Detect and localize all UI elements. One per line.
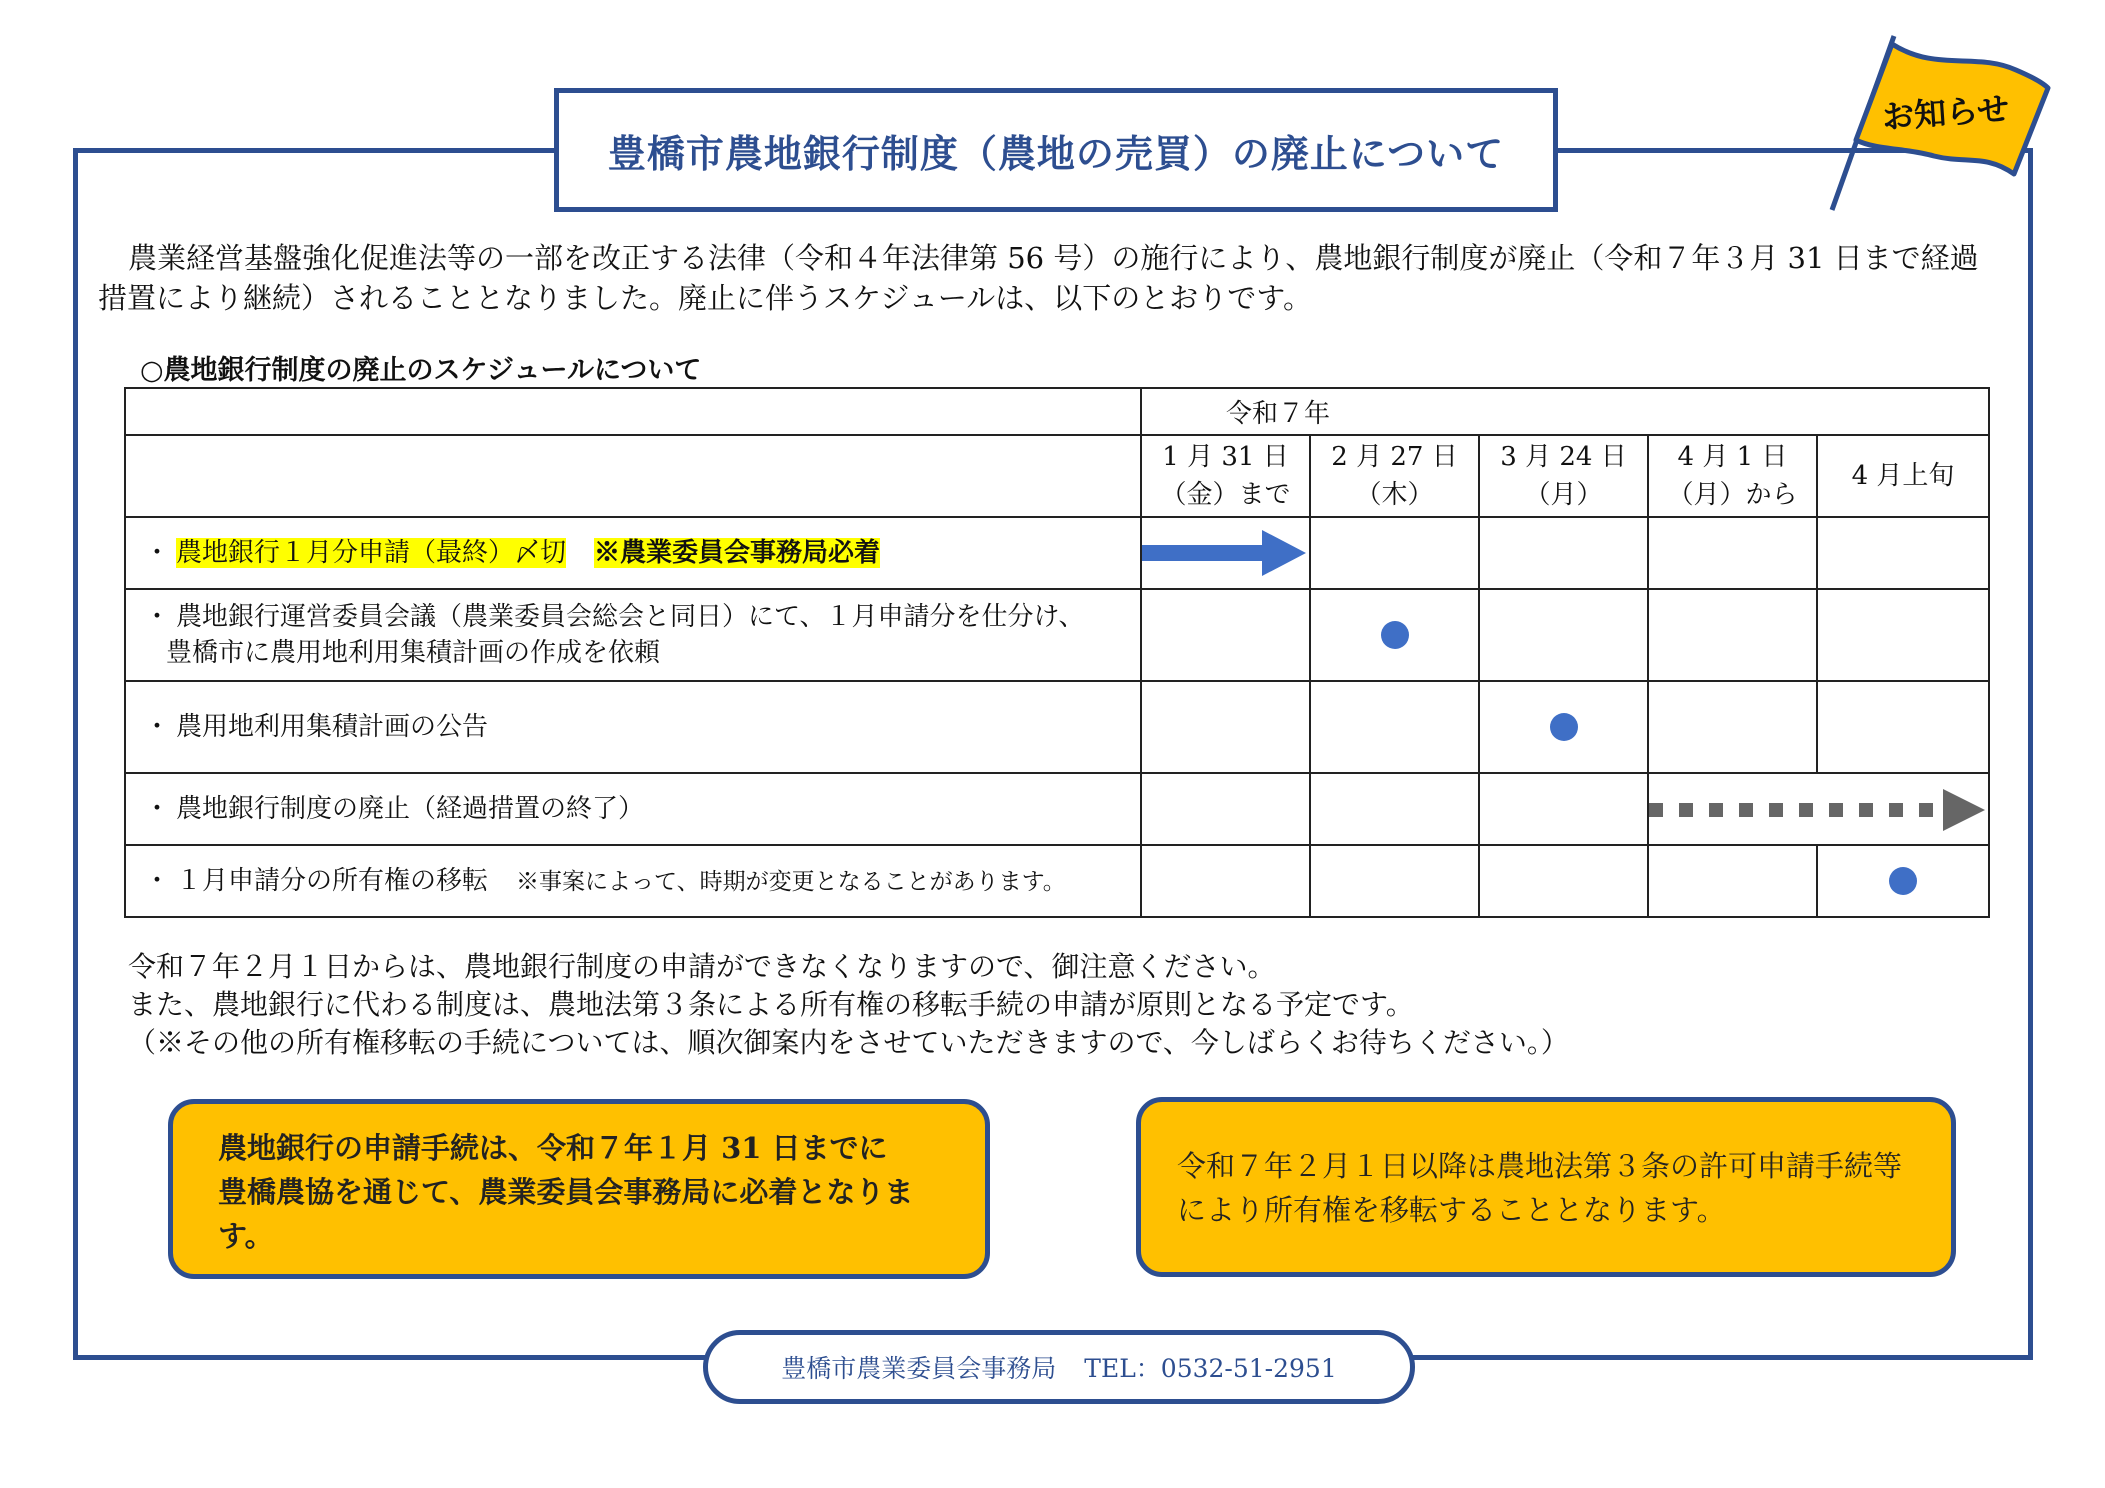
bullet: ・ bbox=[144, 712, 171, 742]
table-cell bbox=[1817, 681, 1989, 773]
contact-footer bbox=[703, 1330, 1415, 1404]
table-cell bbox=[1141, 773, 1310, 845]
notice-line: 令和７年２月１日からは、農地銀行制度の申請ができなくなりますので、御注意ください。 bbox=[128, 950, 1276, 983]
schedule-table bbox=[124, 387, 1990, 918]
task-text: 農地銀行運営委員会議（農業委員会総会と同日）にて、１月申請分を仕分け、 bbox=[176, 602, 1085, 632]
table-cell bbox=[1141, 845, 1310, 917]
bullet: ・ bbox=[144, 538, 171, 568]
date-label: 2 月 27 日 bbox=[1331, 442, 1458, 472]
arrow-right-icon bbox=[1142, 528, 1308, 578]
notice-line: また、農地銀行に代わる制度は、農地法第３条による所有権の移転手続の申請が原則となる予定です。 bbox=[128, 988, 1414, 1021]
year-label: 令和７年 bbox=[1226, 399, 1331, 429]
table-cell bbox=[1141, 681, 1310, 773]
page-title: 豊橋市農地銀行制度（農地の売買）の廃止について bbox=[554, 88, 1558, 212]
table-cell bbox=[1310, 773, 1479, 845]
table-cell bbox=[125, 388, 1141, 435]
task-text: 豊橋市に農用地利用集積計画の作成を依頼 bbox=[166, 638, 661, 668]
table-row bbox=[125, 845, 1989, 917]
table-cell bbox=[1310, 681, 1479, 773]
notice-paragraph bbox=[128, 948, 1569, 1062]
weekday-label: （木） bbox=[1355, 480, 1434, 510]
table-cell bbox=[1310, 845, 1479, 917]
bullet: ・ bbox=[144, 794, 171, 824]
table-cell bbox=[1648, 517, 1817, 589]
notice-badge: お知らせ bbox=[1880, 89, 2011, 137]
dot-icon bbox=[1550, 713, 1578, 741]
table-cell bbox=[1479, 773, 1648, 845]
date-header bbox=[1310, 435, 1479, 517]
table-row bbox=[125, 388, 1989, 435]
task-text: 農地銀行１月分申請（最終）〆切 bbox=[176, 538, 567, 568]
year-header bbox=[1141, 388, 1989, 435]
intro-line: 農業経営基盤強化促進法等の一部を改正する法律（令和４年法律第 56 号）の施行により、農地銀行制度が廃止（令和７年３月 31 日まで経過 bbox=[128, 241, 1979, 275]
date-header bbox=[1817, 435, 1989, 517]
date-label: 1 月 31 日 bbox=[1162, 442, 1289, 472]
weekday-label: （月） bbox=[1524, 480, 1603, 510]
weekday-label: （金）まで bbox=[1160, 480, 1291, 510]
task-text: 農地銀行制度の廃止（経過措置の終了） bbox=[176, 794, 645, 824]
callout-line: 農地銀行の申請手続は、令和７年１月 31 日までに bbox=[218, 1131, 888, 1165]
task-note: ※事案によって、時期が変更となることがあります。 bbox=[516, 868, 1066, 895]
deadline-callout bbox=[168, 1099, 990, 1279]
date-header bbox=[1479, 435, 1648, 517]
table-cell bbox=[1479, 517, 1648, 589]
table-cell bbox=[1310, 517, 1479, 589]
table-cell bbox=[1817, 589, 1989, 681]
table-cell bbox=[1648, 681, 1817, 773]
weekday-label: （月）から bbox=[1667, 480, 1798, 510]
callout-line: す。 bbox=[218, 1219, 274, 1253]
table-cell bbox=[1648, 845, 1817, 917]
callout-line: により所有権を移転することとなります。 bbox=[1177, 1193, 1726, 1227]
table-cell bbox=[1817, 517, 1989, 589]
marker-cell bbox=[1648, 773, 1817, 845]
bullet: ・ bbox=[144, 602, 171, 632]
marker-cell bbox=[1310, 589, 1479, 681]
transfer-callout bbox=[1136, 1097, 1956, 1277]
task-cell bbox=[125, 589, 1141, 681]
table-row bbox=[125, 589, 1989, 681]
section-heading: ○農地銀行制度の廃止のスケジュールについて bbox=[140, 355, 702, 386]
task-cell bbox=[125, 773, 1141, 845]
task-cell bbox=[125, 681, 1141, 773]
marker-cell bbox=[1817, 845, 1989, 917]
table-cell bbox=[1479, 845, 1648, 917]
date-header bbox=[1648, 435, 1817, 517]
date-label: 4 月 1 日 bbox=[1677, 442, 1788, 472]
marker-cell bbox=[1141, 517, 1310, 589]
notice-line: （※その他の所有権移転の手続については、順次御案内をさせていただきますので、今しばらくお待ちください。） bbox=[128, 1026, 1569, 1059]
table-row bbox=[125, 773, 1989, 845]
table-row bbox=[125, 517, 1989, 589]
callout-line: 豊橋農協を通じて、農業委員会事務局に必着となりま bbox=[218, 1175, 914, 1209]
table-cell bbox=[1141, 589, 1310, 681]
task-cell bbox=[125, 845, 1141, 917]
date-label: 3 月 24 日 bbox=[1500, 442, 1627, 472]
bullet: ・ bbox=[144, 865, 171, 896]
marker-cell bbox=[1479, 681, 1648, 773]
task-text: １月申請分の所有権の移転 bbox=[176, 865, 489, 896]
dot-icon bbox=[1889, 867, 1917, 895]
task-note: ※農業委員会事務局必着 bbox=[594, 538, 881, 568]
table-cell bbox=[1479, 589, 1648, 681]
phone-number: TEL：0532-51-2951 bbox=[1084, 1354, 1337, 1383]
table-row bbox=[125, 435, 1989, 517]
intro-line: 措置により継続）されることとなりました。廃止に伴うスケジュールは、以下のとおりです。 bbox=[98, 281, 1312, 315]
task-text: 農用地利用集積計画の公告 bbox=[176, 712, 489, 742]
table-row bbox=[125, 681, 1989, 773]
dot-icon bbox=[1381, 621, 1409, 649]
callout-line: 令和７年２月１日以降は農地法第３条の許可申請手続等 bbox=[1177, 1149, 1903, 1183]
office-name: 豊橋市農業委員会事務局 bbox=[781, 1354, 1057, 1383]
table-cell bbox=[125, 435, 1141, 517]
intro-paragraph bbox=[98, 238, 2028, 318]
date-header bbox=[1141, 435, 1310, 517]
table-cell bbox=[1648, 589, 1817, 681]
task-cell bbox=[125, 517, 1141, 589]
dashed-arrow-icon bbox=[1649, 785, 1986, 835]
date-label: 4 月上旬 bbox=[1851, 461, 1955, 491]
